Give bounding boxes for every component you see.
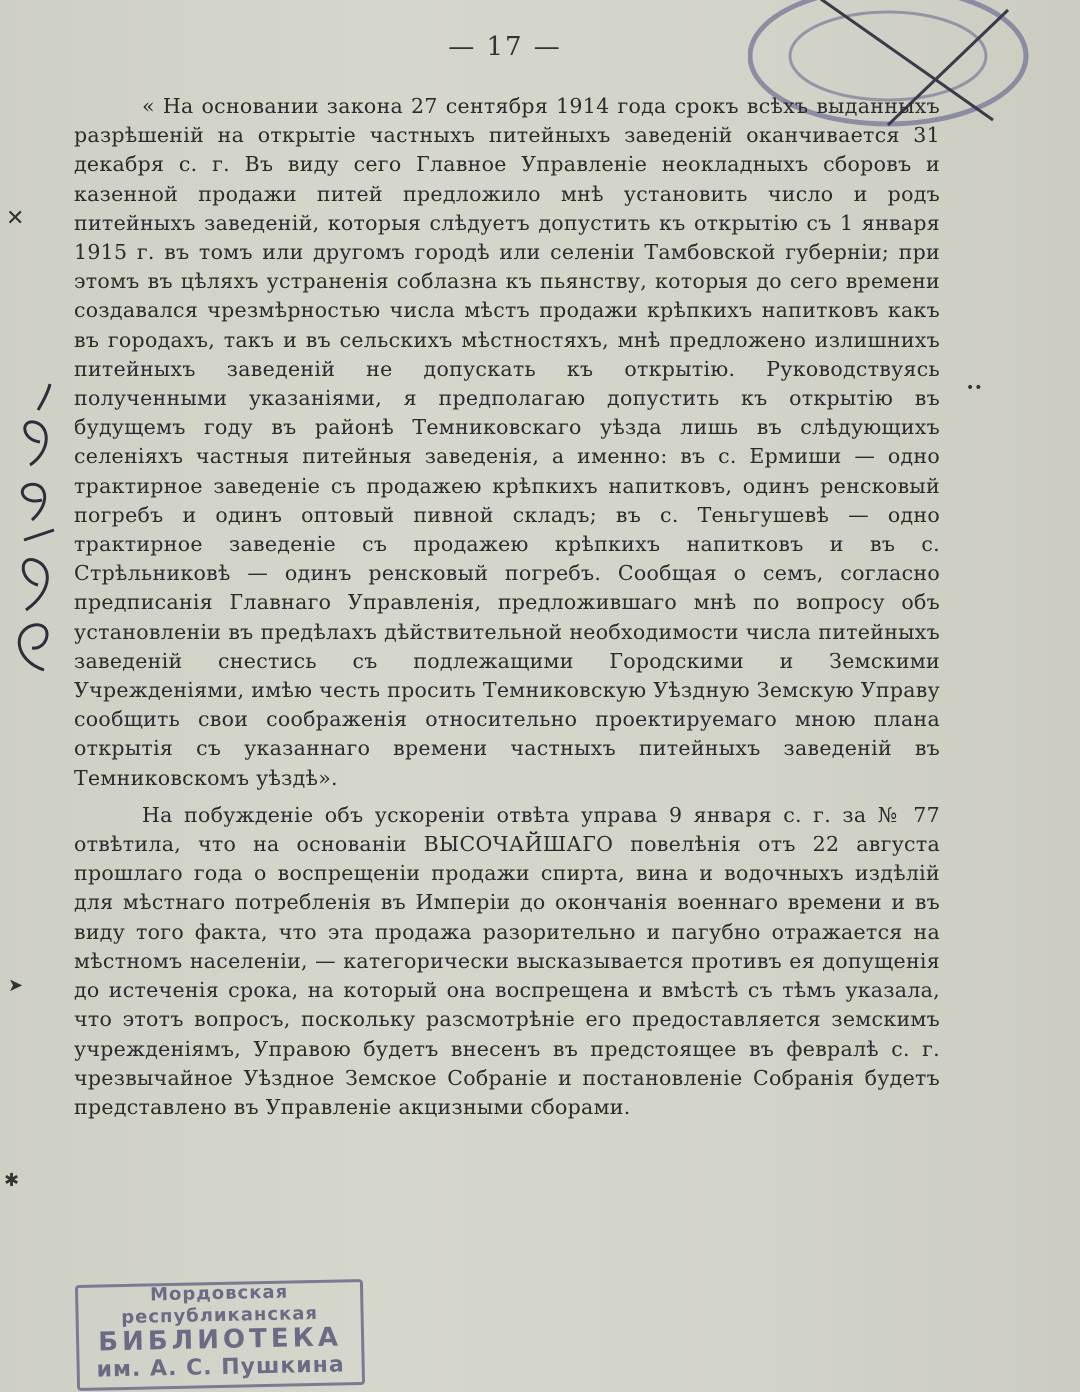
margin-star-icon: ✱: [4, 1170, 20, 1191]
margin-dots-icon: ••: [966, 380, 983, 396]
stamp-line-1: Мордовская: [149, 1281, 289, 1306]
margin-arrow-icon: ➤: [8, 975, 24, 996]
page-number: — 17 —: [448, 32, 562, 62]
document-body: [74, 92, 940, 1122]
paragraph-quote: « На основании закона 27 сентября 1914 года срокъ всѣхъ выданныхъ разрѣшеній на открытіе частныхъ питейныхъ заведеній оканчивается 31 декабря с. г. Въ виду сего Главное Управленіе неокладныхъ сборовъ и казенной продажи питей предложило мнѣ установить число и родъ питейныхъ заведеній, которыя слѣдуетъ допустить къ открытію съ 1 января 1915 г. въ томъ или другомъ городѣ или селеніи Тамбовской губерніи; при этомъ въ цѣляхъ устраненія соблазна къ пьянству, которыя до сего времени создавался чрезмѣрностью числа мѣстъ продажи крѣпкихъ напитковъ какъ въ городахъ, такъ и въ сельскихъ мѣстностяхъ, мнѣ предложено излишнихъ питейныхъ заведеній не допускать къ открытію. Руководствуясь полученными указаніями, я предполагаю допустить къ открытію въ будущемъ году въ районѣ Темниковскаго уѣзда лишь въ слѣдующихъ селеніяхъ частныя питейныя заведенія, а именно: въ с. Ермиши — одно трактирное заведеніе съ продажею крѣпкихъ напитковъ, одинъ ренсковый погребъ и одинъ оптовый пивной складъ; въ с. Теньгушевѣ — одно трактирное заведеніе съ продажею крѣпкихъ напитковъ и въ с. Стрѣльниковѣ — одинъ ренсковый погребъ. Сообщая о семъ, согласно предписанія Главнаго Управленія, предложившаго мнѣ по вопросу объ установленіи въ предѣлахъ дѣйствительной необходимости числа питейныхъ заведеній снестись съ подлежащими Городскими и Земскими Учрежденіями, имѣю честь просить Темниковскую Уѣздную Земскую Управу сообщить свои соображенія относительно проектируемаго мною плана открытія съ указаннаго времени частныхъ питейныхъ заведеній въ Темниковскомъ уѣздѣ».: [74, 94, 940, 790]
library-stamp-bottom: [75, 1279, 365, 1391]
margin-mark-icon: ✕: [6, 206, 25, 231]
stamp-line-2: республиканская: [121, 1302, 319, 1329]
handwritten-archive-number: [4, 380, 64, 680]
stamp-line-4: им. А. С. Пушкина: [96, 1352, 345, 1383]
paragraph-reply: На побужденіе объ ускореніи отвѣта управа 9 января с. г. за № 77 отвѣтила, что на основаніи ВЫСОЧАЙШАГО повелѣнія отъ 22 августа прошлаго года о воспрещеніи продажи спирта, вина и водочныхъ издѣлій для мѣстнаго потребленія въ Имперіи до окончанія военнаго времени и въ виду того факта, что эта продажа разорительно и пагубно отражается на мѣстномъ населеніи, — категорически высказывается противъ ея допущенія до истеченія срока, на который она воспрещена и вмѣстѣ съ тѣмъ указала, что этотъ вопросъ, поскольку разсмотрѣніе его предоставляется земскимъ учрежденіямъ, Управою будетъ внесенъ въ предстоящее въ февралѣ с. г. чрезвычайное Уѣздное Земское Собраніе и постановленіе Собранія будетъ представлено въ Управленіе акцизными сборами.: [74, 802, 940, 1119]
stamp-line-3: БИБЛИОТЕКА: [97, 1322, 343, 1358]
